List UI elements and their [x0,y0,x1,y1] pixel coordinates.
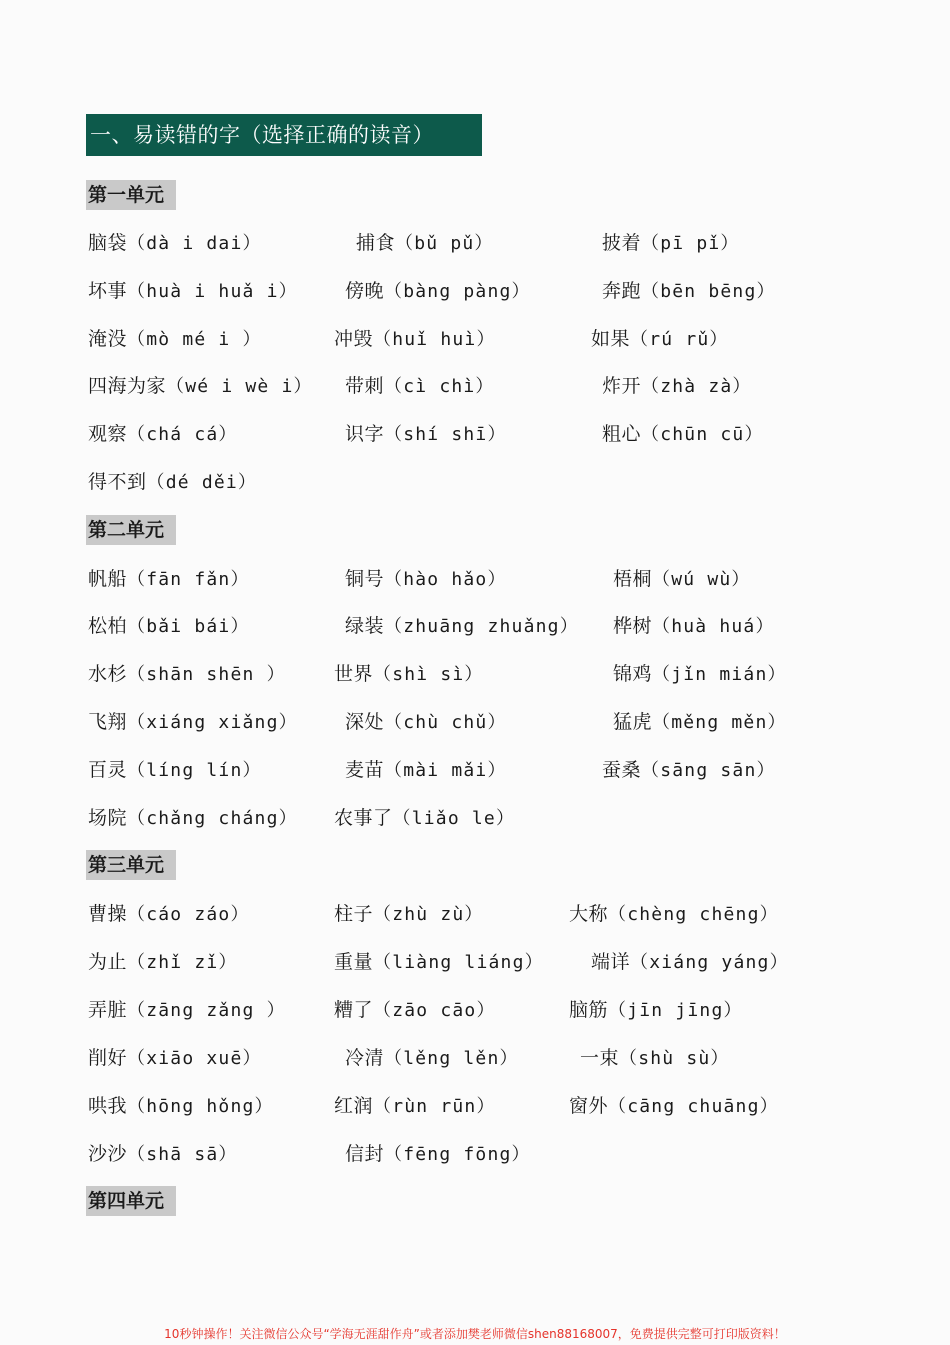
entry: 水杉（shān shēn ） [88,663,286,685]
entry: 披着（pī pǐ） [602,232,740,254]
entry: 农事了（liǎo le） [334,807,516,829]
entry: 松柏（bǎi bái） [88,615,250,637]
entry: 桦树（huà huá） [613,615,775,637]
entry: 炸开（zhà zà） [602,375,752,397]
entry: 柱子（zhù zù） [334,903,484,925]
footer-promo-text: 10秒钟操作！关注微信公众号“学海无涯甜作舟”或者添加樊老师微信shen88168007，免费提供完整可打印版资料！ [164,1327,786,1341]
entry: 哄我（hōng hǒng） [88,1095,274,1117]
entry: 糟了（zāo cāo） [334,999,496,1021]
entry: 为止（zhǐ zǐ） [88,951,238,973]
entry: 场院（chǎng cháng） [88,807,298,829]
section-title: 一、易读错的字（选择正确的读音） [86,114,482,156]
entry: 得不到（dé děi） [88,471,258,493]
unit-header-2: 第二单元 [86,515,176,545]
entry: 观察（chá cá） [88,423,238,445]
entry: 奔跑（bēn bēng） [602,280,776,302]
entry: 脑袋（dà i dai） [88,232,262,254]
entry: 削好（xiāo xuē） [88,1047,262,1069]
entry: 端详（xiáng yáng） [591,951,789,973]
entry: 梧桐（wú wù） [613,568,751,590]
unit-header-3: 第三单元 [86,850,176,880]
entry: 锦鸡（jǐn mián） [613,663,787,685]
entry: 百灵（líng lín） [88,759,262,781]
unit-header-1: 第一单元 [86,180,176,210]
entry: 蚕桑（sāng sān） [602,759,776,781]
entry: 红润（rùn rūn） [334,1095,496,1117]
entry: 深处（chù chǔ） [345,711,507,733]
entry: 麦苗（mài mǎi） [345,759,507,781]
entry: 淹没（mò mé i ） [88,328,262,350]
entry: 坏事（huà i huǎ i） [88,280,298,302]
entry: 大称（chèng chēng） [569,903,779,925]
entry: 傍晚（bàng pàng） [345,280,531,302]
entry: 弄脏（zāng zǎng ） [88,999,286,1021]
entry: 世界（shì sì） [334,663,484,685]
unit-header-4: 第四单元 [86,1186,176,1216]
entry: 铜号（hào hǎo） [345,568,507,590]
entry: 冲毁（huǐ huì） [334,328,496,350]
entry: 帆船（fān fǎn） [88,568,250,590]
entry: 窗外（cāng chuāng） [569,1095,779,1117]
entry: 飞翔（xiáng xiǎng） [88,711,298,733]
entry: 捕食（bǔ pǔ） [356,232,494,254]
entry: 如果（rú rǔ） [591,328,729,350]
entry: 绿装（zhuāng zhuǎng） [345,615,579,637]
entry: 粗心（chūn cū） [602,423,764,445]
entry: 识字（shí shī） [345,423,507,445]
entry: 带刺（cì chì） [345,375,495,397]
entry: 曹操（cáo záo） [88,903,250,925]
entry: 猛虎（měng měn） [613,711,787,733]
entry: 一束（shù sù） [580,1047,730,1069]
entry: 四海为家（wé i wè i） [88,375,313,397]
entry: 脑筋（jīn jīng） [569,999,743,1021]
entry: 冷清（lěng lěn） [345,1047,519,1069]
entry: 沙沙（shā sā） [88,1143,238,1165]
entry: 重量（liàng liáng） [334,951,544,973]
entry: 信封（fēng fōng） [345,1143,531,1165]
